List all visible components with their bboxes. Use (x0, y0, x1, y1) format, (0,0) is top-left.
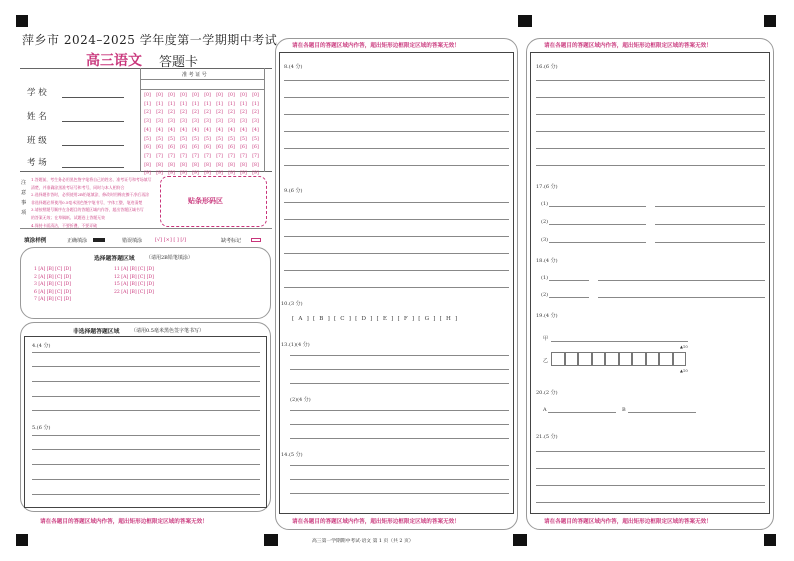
answer-line[interactable] (598, 280, 765, 281)
digit-bubble[interactable]: [5] (168, 136, 175, 142)
answer-line[interactable] (284, 202, 509, 203)
digit-bubble[interactable]: [2] (252, 110, 259, 116)
exam-title: 萍乡市 2024–2025 学年度第一学期期中考试 (22, 33, 278, 47)
answer-line[interactable] (598, 297, 765, 298)
digit-bubble[interactable]: [3] (216, 119, 223, 125)
mc-question-row[interactable]: 15 [A] [B] [C] [D] (114, 282, 154, 287)
digit-bubble[interactable]: [6] (180, 145, 187, 151)
digit-bubble[interactable]: [0] (156, 93, 163, 98)
q18-sub1: (1) (541, 275, 549, 281)
note-line: 的答案无效；在草稿纸、试题卷上答题无效 (31, 214, 105, 220)
class-label: 班 级 (27, 136, 47, 146)
q9-label: 9.(6 分) (284, 188, 303, 194)
digit-bubble[interactable]: [1] (156, 101, 163, 107)
q19-jia: 甲 (543, 336, 549, 342)
alignment-mark-bottom-left (16, 534, 28, 546)
answer-line[interactable] (549, 297, 589, 298)
digit-bubble[interactable]: [8] (192, 162, 199, 168)
digit-bubble[interactable]: [9] (240, 171, 247, 177)
alignment-mark-top-right (764, 15, 776, 27)
mc-title: 选择题答题区域 (94, 256, 135, 262)
answer-line[interactable] (551, 341, 688, 342)
alignment-mark-top-left (16, 15, 28, 27)
digit-bubble[interactable]: [9] (168, 171, 175, 177)
digit-bubble[interactable]: [9] (216, 171, 223, 177)
digit-bubble[interactable]: [8] (240, 162, 247, 168)
digit-bubble[interactable]: [3] (144, 119, 151, 125)
answer-line[interactable] (32, 410, 260, 411)
barcode-label: 贴条形码区 (188, 197, 223, 205)
digit-bubble[interactable]: [2] (168, 110, 175, 116)
digit-bubble[interactable]: [2] (228, 110, 235, 116)
answer-line[interactable] (284, 219, 509, 220)
subject-title: 高三语文 (86, 53, 142, 69)
answer-line[interactable] (536, 468, 765, 469)
nonmc-note: （请用0.5毫米黑色签字笔书写） (131, 328, 204, 334)
answer-line[interactable] (549, 206, 646, 207)
answer-cell[interactable] (578, 352, 592, 366)
answer-cell[interactable] (646, 352, 660, 366)
digit-bubble[interactable]: [7] (168, 153, 175, 159)
answer-line[interactable] (32, 464, 260, 465)
admission-digit-grid[interactable] (143, 92, 263, 177)
answer-line[interactable] (536, 451, 765, 452)
digit-bubble[interactable]: [6] (216, 145, 223, 151)
mc-left-column[interactable] (34, 266, 71, 304)
answer-line[interactable] (536, 97, 765, 98)
warning-col1-bottom: 请在各题目的答题区域内作答，超出矩形边框限定区域的答案无效！ (40, 519, 208, 525)
q19-jia-count: ▲10 (680, 344, 688, 349)
digit-bubble[interactable]: [3] (192, 119, 199, 125)
digit-bubble[interactable]: [3] (240, 119, 247, 125)
answer-line[interactable] (549, 280, 589, 281)
digit-bubble[interactable]: [9] (204, 171, 211, 177)
digit-bubble[interactable]: [1] (168, 101, 175, 107)
alignment-mark-mid2 (513, 534, 527, 546)
answer-line[interactable] (536, 485, 765, 486)
digit-bubble[interactable]: [8] (168, 162, 175, 168)
admission-write-row (140, 79, 265, 90)
nonmc-inner-box (24, 336, 267, 508)
note-line: 非选择题必须使用0.5毫米黑色签字笔书写，字体工整，笔迹清楚 (31, 199, 143, 205)
digit-bubble[interactable]: [3] (228, 119, 235, 125)
digit-column[interactable] (179, 92, 188, 179)
answer-line[interactable] (655, 242, 765, 243)
digit-bubble[interactable]: [4] (204, 127, 211, 133)
answer-line[interactable] (290, 438, 509, 439)
digit-bubble[interactable]: [6] (228, 145, 235, 151)
digit-bubble[interactable]: [9] (228, 171, 235, 177)
fill-wrong-label: 错误填涂 (122, 238, 143, 244)
note-line: 3.请按照题号顺序在各题目的答题区域内作答，超出答题区域书写 (31, 207, 144, 213)
digit-bubble[interactable]: [8] (228, 162, 235, 168)
answer-line[interactable] (32, 396, 260, 397)
answer-line[interactable] (284, 165, 509, 166)
answer-line[interactable] (284, 236, 509, 237)
note-line: 2.选择题作答时，必须使用2B铅笔填涂，修改时用橡皮擦干净后再涂 (31, 192, 149, 198)
digit-bubble[interactable]: [5] (180, 136, 187, 142)
digit-column[interactable] (191, 92, 200, 179)
absent-label: 缺考标记 (221, 238, 242, 244)
answer-line[interactable] (32, 494, 260, 495)
notes-text (31, 176, 157, 229)
digit-bubble[interactable]: [3] (156, 119, 163, 125)
digit-bubble[interactable]: [0] (204, 93, 211, 98)
digit-bubble[interactable]: [7] (240, 153, 247, 159)
mc-question-row[interactable]: 6 [A] [B] [C] [D] (34, 289, 71, 295)
mc-note: （请用2B铅笔填涂） (146, 255, 193, 261)
digit-bubble[interactable]: [7] (204, 153, 211, 159)
answer-line[interactable] (536, 148, 765, 149)
mc-question-row[interactable]: 2 [A] [B] [C] [D] (34, 274, 71, 280)
digit-bubble[interactable]: [5] (144, 136, 151, 142)
digit-bubble[interactable]: [4] (144, 127, 151, 133)
warning-col3-bottom: 请在各题目的答题区域内作答，超出矩形边框限定区域的答案无效！ (544, 519, 712, 525)
digit-column[interactable] (155, 92, 164, 179)
digit-bubble[interactable]: [7] (228, 153, 235, 159)
digit-column[interactable] (227, 92, 236, 179)
digit-bubble[interactable]: [1] (180, 101, 187, 107)
warning-col3-top: 请在各题目的答题区域内作答，超出矩形边框限定区域的答案无效！ (544, 43, 712, 49)
digit-bubble[interactable]: [8] (252, 162, 259, 168)
digit-bubble[interactable]: [0] (180, 93, 187, 98)
answer-line[interactable] (284, 253, 509, 254)
digit-bubble[interactable]: [1] (192, 101, 199, 107)
digit-column[interactable] (203, 92, 212, 179)
answer-line[interactable] (290, 383, 509, 384)
warning-col2-bottom: 请在各题目的答题区域内作答，超出矩形边框限定区域的答案无效！ (292, 519, 460, 525)
notes-title: 注意事项 (21, 180, 27, 216)
answer-cell[interactable] (565, 352, 579, 366)
answer-line[interactable] (549, 224, 646, 225)
digit-bubble[interactable]: [6] (240, 145, 247, 151)
digit-bubble[interactable]: [6] (144, 145, 151, 151)
digit-bubble[interactable]: [7] (156, 153, 163, 159)
digit-bubble[interactable]: [4] (168, 127, 175, 133)
answer-line[interactable] (628, 412, 696, 413)
digit-bubble[interactable]: [5] (216, 136, 223, 142)
answer-cell[interactable] (619, 352, 633, 366)
name-label: 姓 名 (27, 112, 47, 122)
digit-bubble[interactable]: [2] (204, 110, 211, 116)
answer-line[interactable] (290, 465, 509, 466)
q13b-label: (2)(4 分) (290, 397, 311, 403)
digit-bubble[interactable]: [0] (228, 93, 235, 98)
col3-inner-box (530, 52, 770, 514)
fill-wrong-marks: [√] [×] [ ] [/] (155, 237, 187, 243)
q16-label: 16.(6 分) (536, 64, 558, 70)
q19-label: 19.(4 分) (536, 313, 558, 319)
digit-bubble[interactable]: [3] (180, 119, 187, 125)
q10-label: 10.(3 分) (281, 301, 303, 307)
q17-sub2: (2) (541, 219, 549, 225)
answer-line[interactable] (32, 381, 260, 382)
digit-bubble[interactable]: [5] (156, 136, 163, 142)
alignment-mark-bottom-right (764, 534, 776, 546)
q17-sub3: (3) (541, 237, 549, 243)
digit-bubble[interactable]: [0] (240, 93, 247, 98)
digit-column[interactable] (143, 92, 152, 179)
q21-label: 21.(5 分) (536, 434, 558, 440)
digit-bubble[interactable]: [2] (180, 110, 187, 116)
answer-line[interactable] (290, 355, 509, 356)
answer-cell[interactable] (673, 352, 687, 366)
digit-bubble[interactable]: [4] (180, 127, 187, 133)
digit-bubble[interactable]: [6] (168, 145, 175, 151)
answer-line[interactable] (536, 114, 765, 115)
q18-label: 18.(4 分) (536, 258, 558, 264)
answer-cell[interactable] (605, 352, 619, 366)
digit-bubble[interactable]: [9] (156, 171, 163, 177)
answer-line[interactable] (290, 369, 509, 370)
answer-cell[interactable] (592, 352, 606, 366)
digit-bubble[interactable]: [9] (180, 171, 187, 177)
answer-line[interactable] (32, 449, 260, 450)
digit-bubble[interactable]: [4] (156, 127, 163, 133)
digit-bubble[interactable]: [6] (192, 145, 199, 151)
answer-line[interactable] (284, 148, 509, 149)
digit-bubble[interactable]: [1] (228, 101, 235, 107)
warning-col2-top: 请在各题目的答题区域内作答，超出矩形边框限定区域的答案无效！ (292, 43, 460, 49)
alignment-mark-top-mid (518, 15, 532, 27)
mc-right-column[interactable] (114, 266, 154, 296)
q18-sub2: (2) (541, 292, 549, 298)
q19-yi: 乙 (543, 358, 549, 364)
answer-line[interactable] (655, 224, 765, 225)
room-label: 考 场 (27, 158, 47, 168)
digit-bubble[interactable]: [3] (204, 119, 211, 125)
school-field[interactable] (62, 97, 124, 98)
digit-bubble[interactable]: [1] (204, 101, 211, 107)
note-line: 清楚，并准确涂黑准考证号和考号，同时与本人相符合 (31, 184, 125, 190)
digit-bubble[interactable]: [7] (180, 153, 187, 159)
digit-bubble[interactable]: [2] (156, 110, 163, 116)
school-label: 学 校 (27, 88, 47, 98)
answer-line[interactable] (284, 270, 509, 271)
digit-bubble[interactable]: [0] (168, 93, 175, 98)
name-field[interactable] (62, 121, 124, 122)
q8-label: 8.(4 分) (284, 64, 303, 70)
digit-bubble[interactable]: [0] (216, 93, 223, 98)
digit-bubble[interactable]: [3] (252, 119, 259, 125)
page-footer: 高三第一学期期中考试·语文 第 1 页（共 2 页） (312, 539, 414, 544)
digit-bubble[interactable]: [4] (240, 127, 247, 133)
digit-column[interactable] (239, 92, 248, 179)
digit-bubble[interactable]: [5] (192, 136, 199, 142)
alignment-mark-mid1 (264, 534, 278, 546)
digit-bubble[interactable]: [6] (156, 145, 163, 151)
answer-cell[interactable] (659, 352, 673, 366)
digit-bubble[interactable]: [2] (192, 110, 199, 116)
answer-line[interactable] (284, 97, 509, 98)
answer-line[interactable] (284, 131, 509, 132)
mc-question-row[interactable]: 11 [A] [B] [C] [D] (114, 267, 154, 272)
answer-line[interactable] (32, 366, 260, 367)
digit-bubble[interactable]: [4] (228, 127, 235, 133)
digit-bubble[interactable]: [2] (216, 110, 223, 116)
digit-bubble[interactable]: [2] (144, 110, 151, 116)
q4-label: 4.(4 分) (32, 343, 51, 349)
digit-bubble[interactable]: [7] (192, 153, 199, 159)
col2-inner-box (279, 52, 514, 514)
digit-bubble[interactable]: [0] (252, 93, 259, 98)
answer-line[interactable] (536, 165, 765, 166)
mc-question-row[interactable]: 22 [A] [B] [C] [D] (114, 289, 154, 295)
q17-sub1: (1) (541, 201, 549, 207)
answer-line[interactable] (32, 479, 260, 480)
answer-line[interactable] (284, 287, 509, 288)
digit-bubble[interactable]: [2] (240, 110, 247, 116)
digit-bubble[interactable]: [5] (228, 136, 235, 142)
note-line: 4.保持卡面清洁，不要折叠，不要弄破 (31, 222, 97, 228)
q13-label: 13.(1)(4 分) (281, 342, 310, 348)
absent-mark-box[interactable] (251, 238, 261, 242)
digit-bubble[interactable]: [9] (192, 171, 199, 177)
digit-bubble[interactable]: [1] (252, 101, 259, 107)
mc-question-row[interactable]: 7 [A] [B] [C] [D] (34, 297, 71, 302)
digit-bubble[interactable]: [6] (252, 145, 259, 151)
answer-line[interactable] (536, 80, 765, 81)
digit-bubble[interactable]: [8] (204, 162, 211, 168)
digit-bubble[interactable]: [8] (216, 162, 223, 168)
q20-b-label: B (622, 407, 626, 413)
answer-line[interactable] (548, 412, 616, 413)
q19-yi-count: ▲10 (680, 368, 688, 373)
q14-label: 14.(5 分) (281, 452, 303, 458)
answer-line[interactable] (536, 502, 765, 503)
digit-bubble[interactable]: [7] (216, 153, 223, 159)
mc-question-row[interactable]: 12 [A] [B] [C] [D] (114, 274, 154, 280)
digit-bubble[interactable]: [4] (192, 127, 199, 133)
q10-options[interactable]: [ A ] [ B ] [ C ] [ D ] [ E ] [ F ] [ G ] [ H ] (292, 316, 459, 322)
mc-question-row[interactable]: 3 [A] [B] [C] [D] (34, 282, 71, 287)
fill-correct-mark (93, 238, 105, 242)
digit-bubble[interactable]: [4] (216, 127, 223, 133)
q20-a-label: A (543, 407, 547, 413)
fill-correct-label: 正确填涂 (67, 238, 88, 244)
digit-bubble[interactable]: [8] (180, 162, 187, 168)
q20-label: 20.(2 分) (536, 390, 558, 396)
digit-bubble[interactable]: [9] (252, 171, 259, 177)
digit-bubble[interactable]: [4] (252, 127, 259, 133)
answer-line[interactable] (284, 114, 509, 115)
answer-line[interactable] (32, 435, 260, 436)
digit-bubble[interactable]: [0] (144, 93, 151, 98)
digit-column[interactable] (215, 92, 224, 179)
digit-bubble[interactable]: [1] (144, 101, 151, 107)
digit-bubble[interactable]: [7] (144, 153, 151, 159)
digit-bubble[interactable]: [9] (144, 171, 151, 177)
digit-bubble[interactable]: [5] (240, 136, 247, 142)
digit-bubble[interactable]: [1] (216, 101, 223, 107)
digit-column[interactable] (167, 92, 176, 179)
digit-column[interactable] (251, 92, 260, 179)
mc-question-row[interactable]: 1 [A] [B] [C] [D] (34, 267, 71, 272)
note-line: 1.答题前，考生务必用黑色签字笔将自己的姓名、准考证号和考场填写 (31, 177, 152, 182)
answer-line[interactable] (290, 424, 509, 425)
q5-label: 5.(6 分) (32, 425, 51, 431)
digit-bubble[interactable]: [1] (240, 101, 247, 107)
digit-bubble[interactable]: [8] (144, 162, 151, 168)
answer-line[interactable] (549, 242, 646, 243)
answer-line[interactable] (655, 206, 765, 207)
answer-line[interactable] (536, 131, 765, 132)
digit-bubble[interactable]: [0] (192, 93, 199, 98)
answer-cell[interactable] (632, 352, 646, 366)
q17-label: 17.(6 分) (536, 184, 558, 190)
answer-line[interactable] (284, 80, 509, 81)
answer-cell[interactable] (551, 352, 565, 366)
room-field[interactable] (62, 167, 124, 168)
fill-sample-label: 填涂样例 (24, 238, 47, 244)
digit-bubble[interactable]: [6] (204, 145, 211, 151)
answer-line[interactable] (290, 410, 509, 411)
card-title: 答题卡 (159, 55, 199, 70)
digit-bubble[interactable]: [7] (252, 153, 259, 159)
digit-bubble[interactable]: [8] (156, 162, 163, 168)
answer-line[interactable] (32, 352, 260, 353)
answer-line[interactable] (290, 493, 509, 494)
digit-bubble[interactable]: [3] (168, 119, 175, 125)
nonmc-title: 非选择题答题区域 (73, 329, 120, 335)
class-field[interactable] (62, 145, 124, 146)
digit-bubble[interactable]: [5] (204, 136, 211, 142)
admission-label: 准 考 证 号 (182, 72, 207, 78)
answer-line[interactable] (290, 479, 509, 480)
digit-bubble[interactable]: [5] (252, 136, 259, 142)
